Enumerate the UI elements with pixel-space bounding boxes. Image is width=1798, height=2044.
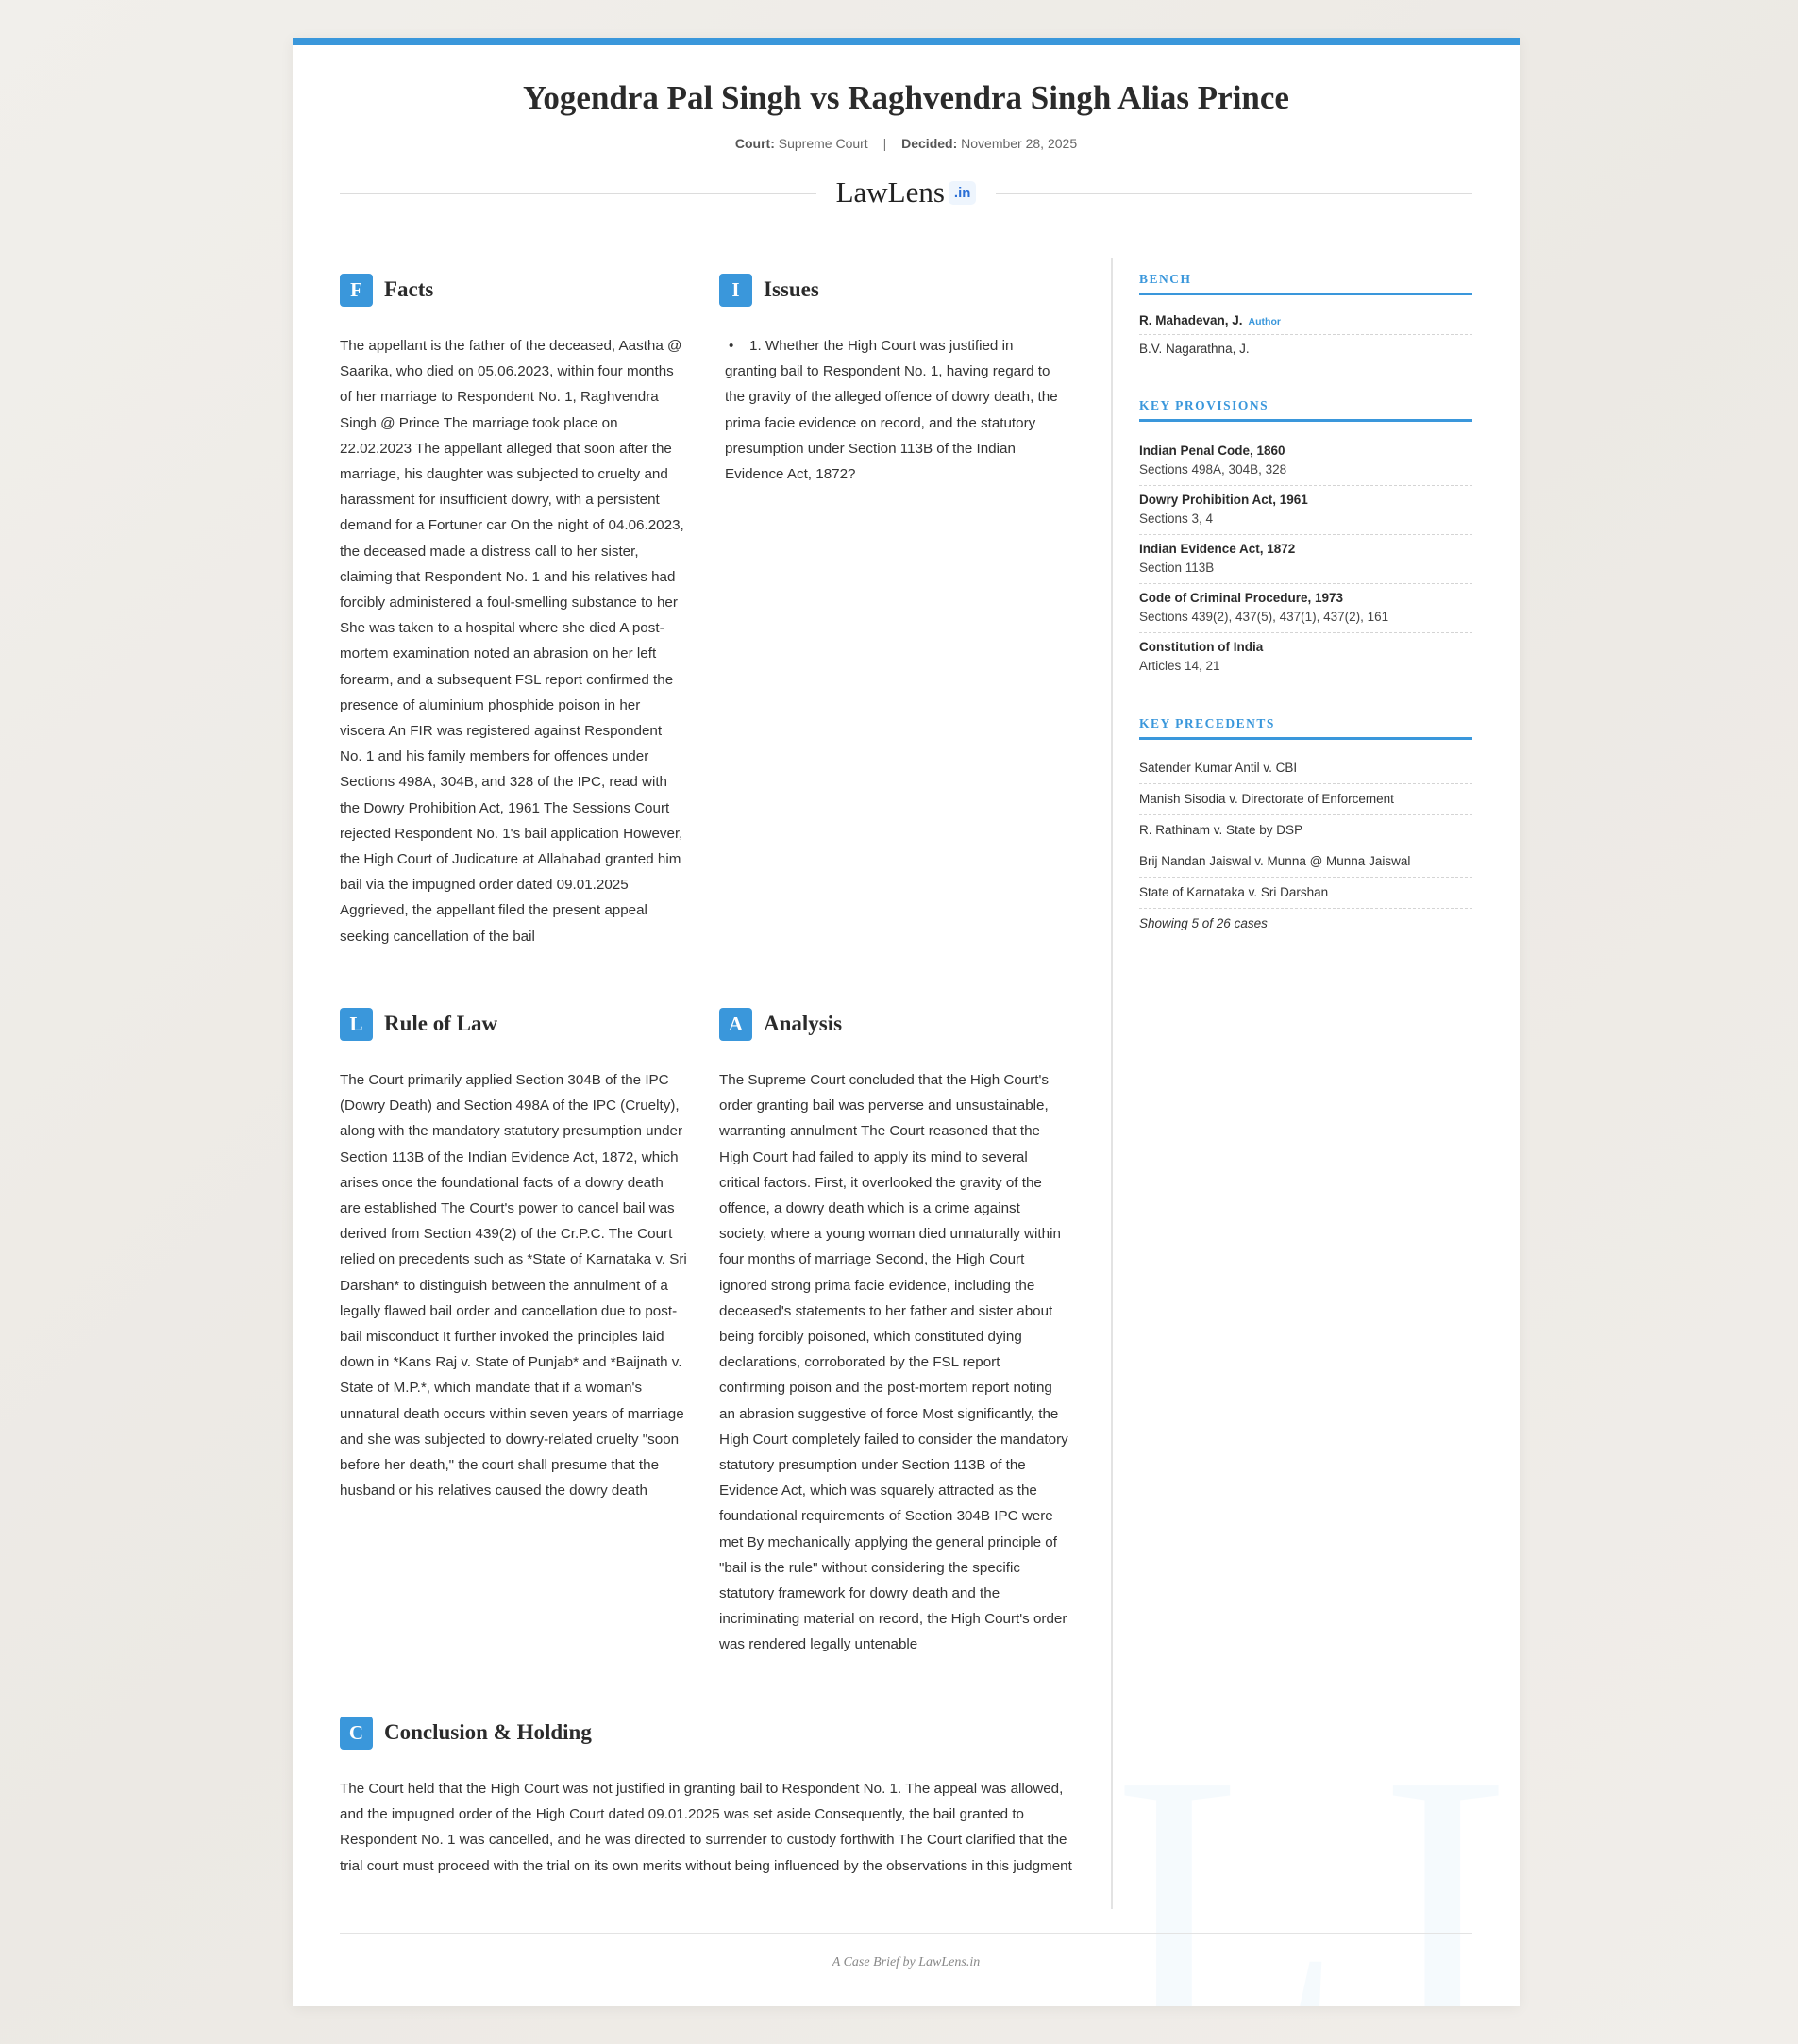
facts-badge-icon: F (340, 274, 373, 307)
bench-heading: BENCH (1139, 272, 1472, 295)
issues-badge-icon: I (719, 274, 752, 307)
bench-list (1139, 307, 1472, 362)
section-header (719, 1007, 1068, 1041)
provisions-list (1139, 437, 1472, 681)
section-title: Rule of Law (384, 1012, 498, 1035)
provision-item (1139, 633, 1472, 681)
analysis-badge-icon: A (719, 1008, 752, 1041)
provision-item (1139, 584, 1472, 633)
decided-label: Decided: (901, 136, 958, 151)
accent-top-bar (293, 38, 1520, 45)
section-header (719, 273, 1068, 307)
issue-item (725, 333, 1068, 487)
analysis-body: The Supreme Court concluded that the High Court's order granting bail was perverse and unsustainable, warranting annulment The Court reasoned that the High Court had failed to apply its mind to several critical factors. First, it overlooked the gravity of the offence, a dowry death which is a crime against society, where a young woman died unnaturally within four months of marriage Second, the High Court ignored strong prima facie evidence, including the deceased's statements to her father and sister about being forcibly poisoned, which constituted dying declarations, corroborated by the FSL report confirming poison and the post-mortem report noting an abrasion suggestive of force Most significantly, the High Court completely failed to consider the mandatory statutory presumption under Section 113B of the Evidence Act, which was squarely attracted as the foundational requirements of Section 304B IPC were met By mechanically applying the general principle of "bail is the rule" without considering the specific statutory framework for dowry death and the incriminating material on record, the High Court's order was rendered legally untenable (719, 1072, 1068, 1653)
section-analysis (719, 1007, 1068, 1658)
provision-item (1139, 535, 1472, 584)
rule-badge-icon: L (340, 1008, 373, 1041)
provision-act: Code of Criminal Procedure, 1973 (1139, 591, 1344, 605)
sidebar-key-provisions (1139, 398, 1472, 681)
provision-sections: Sections 439(2), 437(5), 437(1), 437(2), 161 (1139, 610, 1389, 624)
provision-sections: Articles 14, 21 (1139, 659, 1220, 673)
section-issues (719, 273, 1068, 487)
facts-body: The appellant is the father of the deceased, Aastha @ Saarika, who died on 05.06.2023, within four months of her marriage to Respondent No. 1, Raghvendra Singh @ Prince The marriage took place on 22.02.2023 The appellant alleged that soon after the marriage, his daughter was subjected to cruelty and harassment for insufficient dowry, with a persistent demand for a Fortuner car On the night of 04.06.2023, the deceased made a distress call to her sister, claiming that Respondent No. 1 and his relatives had forcibly administered a foul-smelling substance to her She was taken to a hospital where she died A post-mortem examination noted an abrasion on her left forearm, and a subsequent FSL report confirmed the presence of aluminium phosphide poison in her viscera An FIR was registered against Respondent No. 1 and his family members for offences under Sections 498A, 304B, and 328 of the IPC, read with the Dowry Prohibition Act, 1961 The Sessions Court rejected Respondent No. 1's bail application However, the High Court of Judicature at Allahabad granted him bail via the impugned order dated 09.01.2025 Aggrieved, the appellant filed the present appeal seeking cancellation of the bail (340, 338, 684, 945)
court-label: Court: (734, 136, 775, 151)
rule-body: The Court primarily applied Section 304B of the IPC (Dowry Death) and Section 498A of the IPC (Cruelty), along with the mandatory statutory presumption under Section 113B of the Indian Evidence Act, 1872, which arises once the foundational facts of a dowry death are established The Court's power to cancel bail was derived from Section 439(2) of the Cr.P.C. The Court relied on precedents such as *State of Karnataka v. Sri Darshan* to distinguish between the annulment of a legally flawed bail order and cancellation due to post-bail misconduct It further invoked the principles laid down in *Kans Raj v. State of Punjab* and *Baijnath v. State of M.P.*, which mandate that if a woman's unnatural death occurs within seven years of marriage and she was subjected to dowry-related cruelty "soon before her death," the court shall presume that the husband or his relatives caused the dowry death (340, 1072, 687, 1499)
precedents-heading: KEY PRECEDENTS (1139, 716, 1472, 740)
precedents-count: Showing 5 of 26 cases (1139, 916, 1268, 930)
conclusion-body: The Court held that the High Court was not justified in granting bail to Respondent No. 1. The appeal was allowed, and the impugned order of the High Court dated 09.01.2025 was set aside Consequently, the bail granted to Respondent No. 1 was cancelled, and he was directed to surrender to custody forthwith The Court clarified that the trial court must proceed with the trial on its own merits without being influenced by the observations in this judgment (340, 1781, 1072, 1874)
provision-item (1139, 486, 1472, 535)
footer-divider (340, 1933, 1472, 1934)
provision-act: Dowry Prohibition Act, 1961 (1139, 493, 1308, 507)
provision-act: Constitution of India (1139, 640, 1264, 654)
precedent-item[interactable]: Manish Sisodia v. Directorate of Enforcement (1139, 784, 1472, 815)
judge-item (1139, 307, 1472, 335)
provision-act: Indian Evidence Act, 1872 (1139, 542, 1296, 556)
section-header (340, 1007, 687, 1041)
case-title: Yogendra Pal Singh vs Raghvendra Singh Alias Prince (523, 79, 1289, 116)
provision-item (1139, 437, 1472, 486)
section-title: Conclusion & Holding (384, 1720, 592, 1744)
precedent-item[interactable]: Satender Kumar Antil v. CBI (1139, 753, 1472, 784)
case-meta (293, 136, 1520, 151)
provision-sections: Section 113B (1139, 561, 1215, 575)
conclusion-badge-icon: C (340, 1717, 373, 1750)
judge-name: R. Mahadevan, J. (1139, 313, 1243, 327)
section-title: Issues (764, 277, 819, 301)
section-header (340, 273, 687, 307)
precedents-list (1139, 753, 1472, 939)
brand-logo (340, 176, 1472, 209)
sidebar-divider (1111, 258, 1113, 1909)
issues-list (719, 333, 1068, 487)
author-tag: Author (1248, 316, 1281, 327)
brand-row (340, 176, 1472, 213)
issue-text: 1. Whether the High Court was justified in granting bail to Respondent No. 1, having regard to the gravity of the alleged offence of dowry death, the prima facie evidence on record, and the statutory presumption under Section 113B of the Indian Evidence Act, 1872? (725, 338, 1058, 483)
section-title: Analysis (764, 1012, 843, 1035)
provision-act: Indian Penal Code, 1860 (1139, 444, 1285, 458)
court-value: Supreme Court (778, 136, 868, 151)
sidebar-key-precedents (1139, 716, 1472, 939)
section-rule-of-law (340, 1007, 687, 1503)
brand-tld-badge: .in (949, 181, 977, 205)
decided-value: November 28, 2025 (961, 136, 1078, 151)
precedent-item[interactable]: State of Karnataka v. Sri Darshan (1139, 878, 1472, 909)
judge-name: B.V. Nagarathna, J. (1139, 342, 1250, 356)
precedent-item[interactable]: R. Rathinam v. State by DSP (1139, 815, 1472, 846)
footer-credit: A Case Brief by LawLens.in (832, 1955, 981, 1969)
sidebar-bench (1139, 272, 1472, 362)
brand-name: LawLens (835, 176, 945, 209)
provisions-heading: KEY PROVISIONS (1139, 398, 1472, 422)
section-title: Facts (384, 277, 434, 301)
section-conclusion (340, 1716, 1080, 1879)
judge-item (1139, 335, 1472, 362)
meta-separator: | (882, 136, 887, 151)
bullet-icon: • (729, 338, 734, 354)
section-facts (340, 273, 687, 949)
case-brief-card (293, 38, 1520, 2006)
section-header (340, 1716, 1080, 1750)
precedent-item[interactable]: Brij Nandan Jaiswal v. Munna @ Munna Jaiswal (1139, 846, 1472, 878)
provision-sections: Sections 3, 4 (1139, 511, 1214, 526)
provision-sections: Sections 498A, 304B, 328 (1139, 462, 1287, 477)
